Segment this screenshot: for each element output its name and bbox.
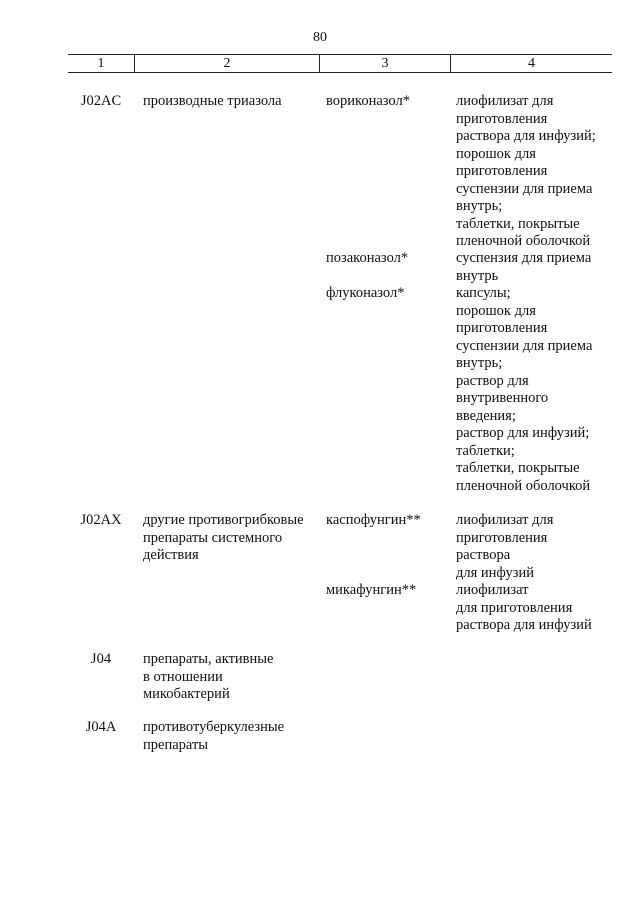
dosage-form-line: раствора	[456, 547, 511, 563]
dosage-form-line: суспензии для приема	[456, 337, 593, 354]
dosage-form-line: пленочной оболочкой	[456, 477, 591, 494]
dosage-form-line: раствора для инфузий	[456, 617, 592, 633]
atc-code: J02AX	[80, 512, 122, 528]
group-name-line: препараты	[143, 736, 209, 753]
drug-name: позаконазол*	[326, 250, 409, 266]
dosage-form-line: таблетки, покрытые	[456, 215, 580, 232]
group-name-line: микобактерий	[143, 686, 230, 702]
dosage-form-line: введения;	[456, 407, 516, 424]
dosage-form-line: лиофилизат для	[456, 93, 554, 109]
dosage-form-line: приготовления	[456, 529, 548, 546]
dosage-form-line: раствор для инфузий;	[456, 425, 590, 441]
dosage-form-line: таблетки, покрытые	[456, 460, 580, 476]
atc-code: J04A	[85, 719, 117, 735]
atc-code: J02AC	[80, 93, 122, 109]
group-name	[143, 651, 273, 704]
dosage-forms	[456, 250, 591, 285]
header-col-2: 2	[223, 56, 231, 71]
group-name-line: в отношении	[143, 668, 223, 685]
group-name	[143, 512, 304, 565]
dosage-form-line: для приготовления	[456, 599, 573, 616]
dosage-form-line: суспензия для приема	[456, 250, 592, 266]
dosage-form-line: пленочной оболочкой	[456, 233, 591, 249]
dosage-form-line: внутрь	[456, 267, 499, 284]
dosage-form-line: приготовления	[456, 320, 548, 336]
dosage-form-line: раствор для	[456, 372, 529, 389]
group-name-line: другие противогрибковые	[143, 512, 304, 528]
group-name-line: противотуберкулезные	[143, 719, 285, 735]
dosage-form-line: таблетки;	[456, 442, 515, 459]
dosage-form-line: порошок для	[456, 145, 536, 162]
dosage-form-line: для инфузий	[456, 564, 534, 581]
drug-name: флуконазол*	[326, 285, 405, 301]
atc-code: J04	[90, 651, 112, 667]
dosage-form-line: внутрь;	[456, 355, 503, 371]
dosage-form-line: раствора для инфузий;	[456, 128, 596, 144]
header-col-3: 3	[381, 56, 389, 71]
dosage-form-line: приготовления	[456, 163, 548, 179]
group-name	[143, 93, 282, 111]
drug-name: микафунгин**	[326, 582, 417, 598]
dosage-form-line: лиофилизат для	[456, 512, 554, 528]
header-col-1: 1	[97, 56, 105, 71]
dosage-form-line: порошок для	[456, 302, 536, 319]
table-header	[68, 54, 612, 73]
dosage-form-line: внутрь;	[456, 198, 503, 214]
dosage-form-line: лиофилизат	[456, 582, 529, 598]
group-name-line: препараты системного	[143, 529, 283, 546]
drug-name: каспофунгин**	[326, 512, 421, 528]
dosage-forms	[456, 512, 553, 582]
group-name	[143, 719, 284, 754]
page-number: 80	[313, 30, 327, 45]
dosage-forms	[456, 93, 596, 251]
header-col-4: 4	[528, 56, 535, 71]
group-name-line: производные триазола	[143, 93, 282, 109]
dosage-form-line: внутривенного	[456, 390, 549, 406]
group-name-line: препараты, активные	[143, 651, 274, 667]
dosage-forms	[456, 582, 592, 635]
dosage-forms	[456, 285, 592, 495]
dosage-form-line: приготовления	[456, 110, 548, 127]
dosage-form-line: капсулы;	[456, 285, 511, 301]
group-name-line: действия	[143, 547, 199, 563]
dosage-form-line: суспензии для приема	[456, 180, 593, 197]
drug-name: вориконазол*	[326, 93, 410, 109]
